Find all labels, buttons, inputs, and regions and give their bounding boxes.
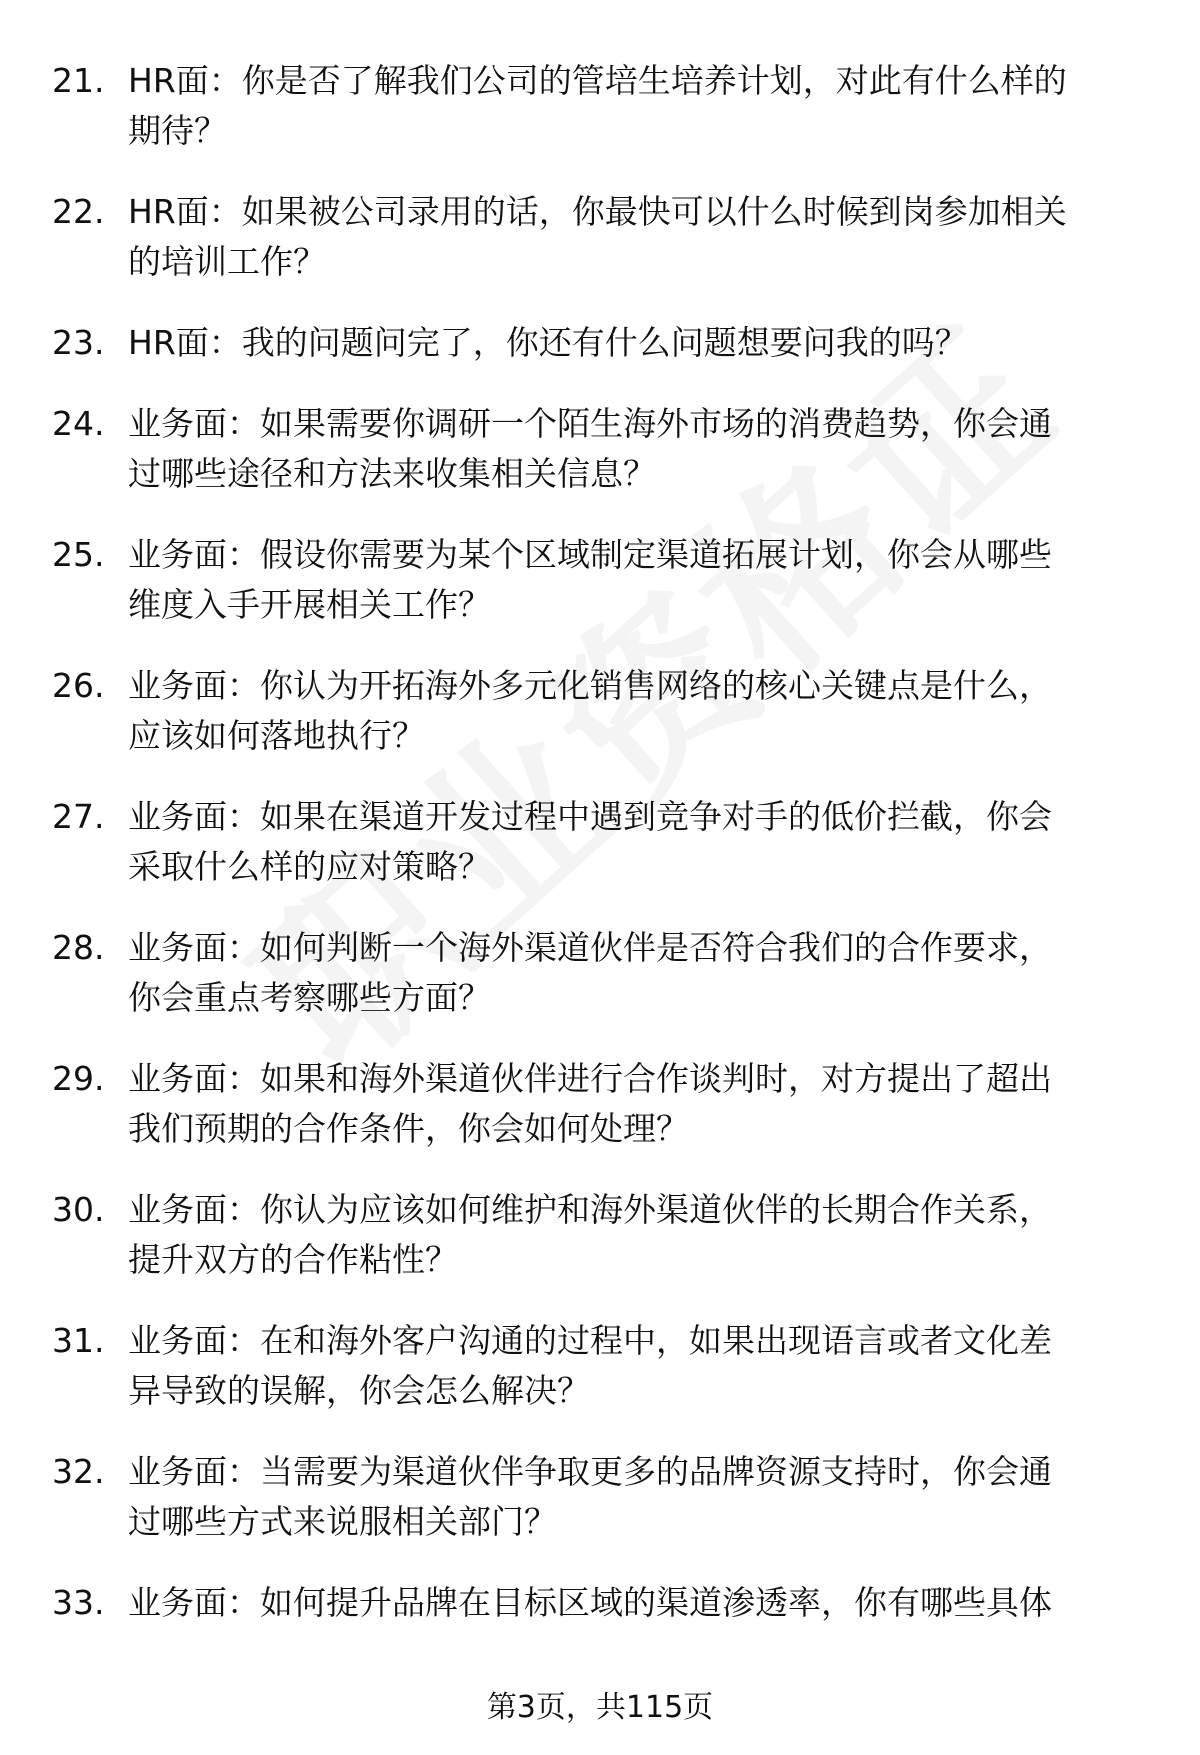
question-text	[128, 187, 1158, 287]
question-line: 业务面：当需要为渠道伙伴争取更多的品牌资源支持时，你会通	[128, 1452, 1052, 1491]
question-item	[0, 923, 1200, 1054]
page-footer: 第3页，共115页	[486, 1690, 714, 1725]
question-number: 23.	[52, 323, 105, 362]
question-line: 异导致的误解，你会怎么解决？	[128, 1371, 590, 1410]
question-text	[128, 792, 1158, 892]
question-text	[128, 1185, 1158, 1285]
question-text	[128, 318, 1158, 368]
question-line: 业务面：如何提升品牌在目标区域的渠道渗透率，你有哪些具体	[128, 1583, 1052, 1622]
question-item	[0, 56, 1200, 187]
question-item	[0, 1447, 1200, 1578]
question-line: 采取什么样的应对策略？	[128, 847, 491, 886]
question-text	[128, 923, 1158, 1023]
question-number: 26.	[52, 666, 105, 705]
question-line: 期待？	[128, 111, 227, 150]
question-line: HR面：我的问题问完了，你还有什么问题想要问我的吗？	[128, 323, 968, 362]
question-item	[0, 1578, 1200, 1659]
question-number: 33.	[52, 1583, 105, 1622]
question-text	[128, 661, 1158, 761]
question-line: 业务面：假设你需要为某个区域制定渠道拓展计划，你会从哪些	[128, 535, 1052, 574]
question-line: 的培训工作？	[128, 242, 326, 281]
question-text	[128, 399, 1158, 499]
question-line: HR面：如果被公司录用的话，你最快可以什么时候到岗参加相关	[128, 192, 1067, 231]
question-line: 业务面：如果需要你调研一个陌生海外市场的消费趋势，你会通	[128, 404, 1052, 443]
question-line: 业务面：如何判断一个海外渠道伙伴是否符合我们的合作要求，	[128, 928, 1052, 967]
question-text	[128, 1447, 1158, 1547]
question-number: 22.	[52, 192, 105, 231]
question-item	[0, 1316, 1200, 1447]
question-line: 业务面：你认为开拓海外多元化销售网络的核心关键点是什么，	[128, 666, 1052, 705]
question-item	[0, 792, 1200, 923]
question-line: 维度入手开展相关工作？	[128, 585, 491, 624]
question-number: 29.	[52, 1059, 105, 1098]
question-text	[128, 56, 1158, 156]
question-line: HR面：你是否了解我们公司的管培生培养计划，对此有什么样的	[128, 61, 1067, 100]
question-number: 25.	[52, 535, 105, 574]
question-line: 过哪些方式来说服相关部门？	[128, 1502, 557, 1541]
question-item	[0, 318, 1200, 399]
question-item	[0, 530, 1200, 661]
question-list	[0, 56, 1200, 1659]
question-item	[0, 1185, 1200, 1316]
question-text	[128, 1316, 1158, 1416]
question-number: 28.	[52, 928, 105, 967]
question-line: 业务面：在和海外客户沟通的过程中，如果出现语言或者文化差	[128, 1321, 1052, 1360]
question-number: 30.	[52, 1190, 105, 1229]
question-text	[128, 1054, 1158, 1154]
question-text	[128, 1578, 1158, 1628]
question-number: 31.	[52, 1321, 105, 1360]
question-line: 你会重点考察哪些方面？	[128, 978, 491, 1017]
question-line: 提升双方的合作粘性？	[128, 1240, 458, 1279]
question-line: 应该如何落地执行？	[128, 716, 425, 755]
question-item	[0, 399, 1200, 530]
question-line: 我们预期的合作条件，你会如何处理？	[128, 1109, 689, 1148]
question-number: 27.	[52, 797, 105, 836]
question-text	[128, 530, 1158, 630]
question-line: 业务面：如果和海外渠道伙伴进行合作谈判时，对方提出了超出	[128, 1059, 1052, 1098]
question-line: 业务面：如果在渠道开发过程中遇到竞争对手的低价拦截，你会	[128, 797, 1052, 836]
question-item	[0, 187, 1200, 318]
question-line: 业务面：你认为应该如何维护和海外渠道伙伴的长期合作关系，	[128, 1190, 1052, 1229]
question-number: 24.	[52, 404, 105, 443]
question-number: 21.	[52, 61, 105, 100]
question-number: 32.	[52, 1452, 105, 1491]
question-item	[0, 1054, 1200, 1185]
question-line: 过哪些途径和方法来收集相关信息？	[128, 454, 656, 493]
question-item	[0, 661, 1200, 792]
